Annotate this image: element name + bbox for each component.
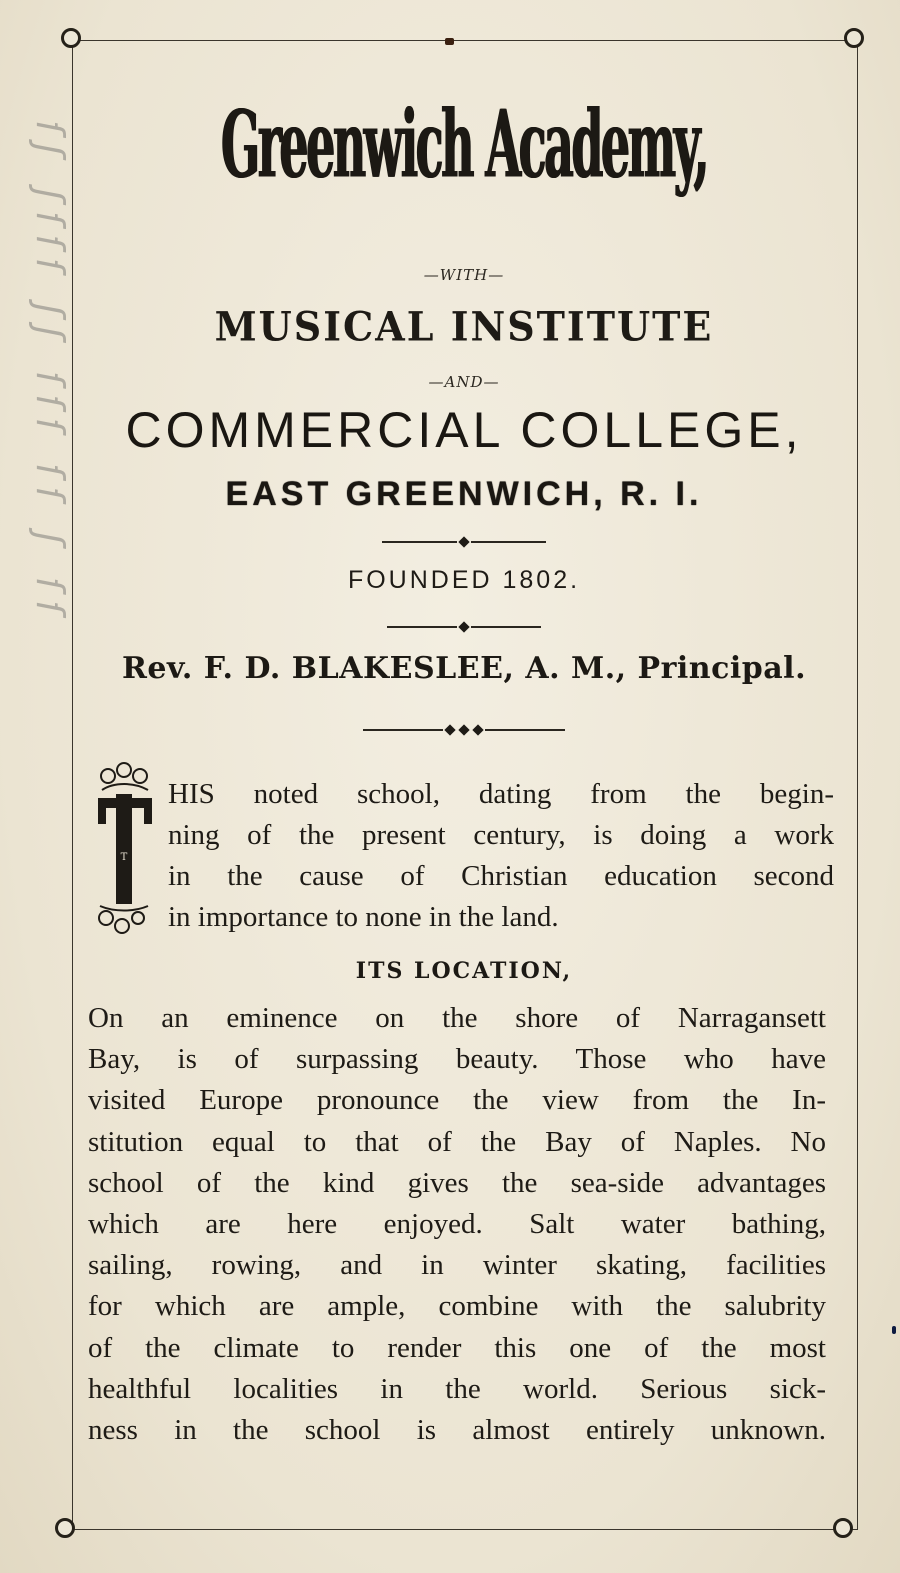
body-line: which are here enjoyed. Salt water bathing,: [88, 1208, 826, 1241]
corner-ornament-bottom-right: [833, 1518, 853, 1538]
with-label: —WITH—: [423, 266, 505, 284]
intro-paragraph: [88, 760, 834, 940]
body-line: of the climate to render this one of the most: [88, 1331, 826, 1364]
dropcap-letter: T: [120, 852, 128, 863]
ink-speck-right: [892, 1326, 896, 1334]
intro-line: in the cause of Christian education second: [168, 860, 834, 892]
body-line: stitution equal to that of the Bay of Naples. No: [88, 1125, 826, 1158]
section-heading: ITS LOCATION,: [355, 958, 573, 984]
body-line: On an eminence on the shore of Narragansett: [88, 1002, 826, 1034]
commercial-college-heading: COMMERCIAL COLLEGE,: [125, 402, 803, 458]
ornamental-rule-3: [72, 726, 856, 734]
body-line: ness in the school is almost entirely unknown.: [88, 1414, 826, 1447]
body-line: Bay, is of surpassing beauty. Those who have: [88, 1043, 826, 1076]
body-line: sailing, rowing, and in winter skating, facilities: [88, 1249, 826, 1282]
corner-ornament-bottom-left: [55, 1518, 75, 1538]
pencil-annotation: ſʃ ʃſſſ ʃʃ ſſſ ſſ ʃ ſſ: [28, 120, 72, 624]
ornamental-rule-2: [72, 623, 856, 631]
ornamental-dropcap: [94, 760, 156, 940]
body-line: visited Europe pronounce the view from the In-: [88, 1084, 826, 1117]
principal-line: Rev. F. D. BLAKESLEE, A. M., Principal.: [121, 651, 807, 686]
intro-line: in importance to none in the land.: [168, 901, 559, 933]
body-line: school of the kind gives the sea-side advantages: [88, 1166, 826, 1199]
ornamental-rule-1: [72, 538, 856, 546]
academy-title: Greenwich Academy,: [221, 91, 707, 199]
document-content: [72, 40, 856, 1451]
body-line: for which are ample, combine with the salubrity: [88, 1290, 826, 1323]
intro-line: HIS noted school, dating from the begin-: [168, 778, 834, 810]
body-line: healthful localities in the world. Serious sick-: [88, 1372, 826, 1405]
musical-institute-heading: MUSICAL INSTITUTE: [214, 302, 714, 351]
intro-line: ning of the present century, is doing a work: [168, 819, 834, 851]
intro-text: [168, 774, 834, 938]
location-paragraph: [88, 998, 826, 1451]
founded-line: FOUNDED 1802.: [347, 566, 581, 594]
and-label: —AND—: [428, 373, 500, 391]
location-heading: EAST GREENWICH, R. I.: [225, 475, 703, 513]
